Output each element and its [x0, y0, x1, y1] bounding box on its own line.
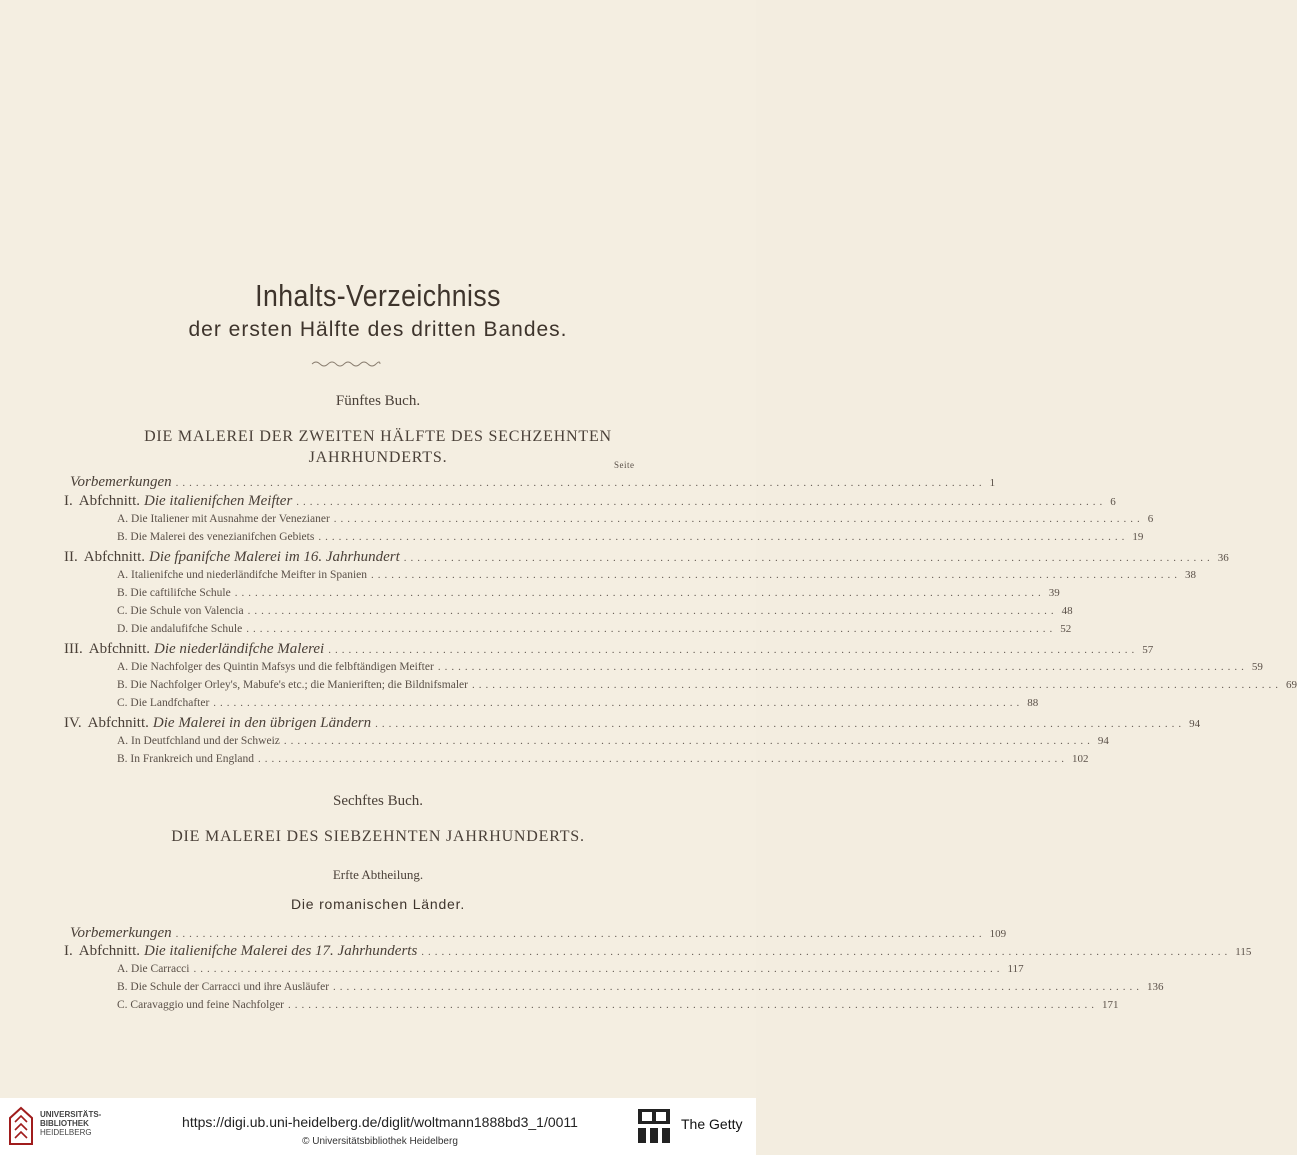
toc-row-page: 36	[1217, 552, 1229, 564]
toc-row	[117, 623, 1072, 641]
toc-row	[117, 661, 1263, 679]
toc-leader-dots: ........................................................................................................................	[421, 946, 1232, 958]
toc-row	[117, 531, 1144, 549]
toc-row	[117, 513, 1154, 531]
toc-row-label: D. Die andalufifche Schule	[117, 623, 243, 635]
toc-row	[117, 569, 1197, 587]
toc-row-label: A. Die Italiener mit Ausnahme der Venezianer	[117, 513, 330, 525]
toc-row	[117, 587, 1060, 605]
book-6-title: DIE MALEREI DES SIEBZEHNTEN JAHRHUNDERTS.	[171, 828, 585, 845]
toc-row	[64, 474, 996, 492]
toc-row-page: 88	[1027, 697, 1039, 709]
toc-row-label: A. In Deutfchland und der Schweiz	[117, 735, 280, 747]
toc-row-page: 94	[1189, 718, 1201, 730]
toc-row-label: A. Italienifche und niederländifche Meifter in Spanien	[117, 569, 368, 581]
toc-leader-dots: ........................................................................................................................	[175, 928, 986, 940]
toc-row-page: 136	[1147, 981, 1164, 993]
toc-row	[64, 943, 1252, 961]
page-title: Inhalts-Verzeichniss	[255, 278, 501, 313]
toc-leader-dots: ........................................................................................................................	[328, 644, 1139, 656]
book-5-title-line-1: DIE MALEREI DER ZWEITEN HÄLFTE DES SECHZEHNTEN	[144, 428, 612, 445]
toc-row	[117, 999, 1119, 1017]
university-library-logo-text: UNIVERSITÄTS- BIBLIOTHEK HEIDELBERG	[40, 1110, 102, 1137]
book-label-5: Fünftes Buch.	[335, 393, 421, 409]
seite-column-label: Seite	[614, 460, 635, 470]
document-url-link[interactable]: https://digi.ub.uni-heidelberg.de/diglit/woltmann1888bd3_1/0011	[182, 1114, 578, 1130]
toc-leader-dots: ........................................................................................................................	[258, 753, 1069, 765]
footer-bar	[0, 1098, 756, 1155]
toc-row-number: I.	[64, 493, 73, 509]
toc-row-page: 19	[1132, 531, 1144, 543]
toc-row-page: 57	[1142, 644, 1154, 656]
toc-leader-dots: ........................................................................................................................	[296, 496, 1107, 508]
toc-leader-dots: ........................................................................................................................	[213, 697, 1024, 709]
toc-row-label: C. Caravaggio und feine Nachfolger	[117, 999, 285, 1011]
division-label: Erfte Abtheilung.	[332, 867, 424, 882]
toc-row-page: 94	[1097, 735, 1109, 747]
toc-row	[64, 549, 1229, 567]
toc-row-page: 171	[1102, 999, 1119, 1011]
book-5-title-line-2: JAHRHUNDERTS.	[308, 449, 448, 466]
toc-leader-dots: ........................................................................................................................	[471, 679, 1282, 691]
toc-row	[117, 679, 1297, 697]
toc-row-label: A. Die Carracci	[117, 963, 190, 975]
toc-row-page: 39	[1048, 587, 1060, 599]
toc-row-page: 48	[1061, 605, 1073, 617]
toc-row	[64, 493, 1116, 511]
toc-leader-dots: ........................................................................................................................	[247, 605, 1058, 617]
toc-row-page: 69	[1285, 679, 1297, 691]
toc-row-label: Abfchnitt. Die italienifche Malerei des 17. Jahrhunderts	[78, 943, 418, 959]
toc-leader-dots: ........................................................................................................................	[175, 477, 986, 489]
toc-row-label: Abfchnitt. Die Malerei in den übrigen Ländern	[87, 715, 372, 731]
toc-leader-dots: ........................................................................................................................	[318, 531, 1129, 543]
toc-row-page: 38	[1185, 569, 1197, 581]
ornament-divider-icon	[310, 358, 382, 368]
toc-row-page: 115	[1235, 946, 1252, 958]
toc-row-number: IV.	[64, 715, 82, 731]
toc-row-page: 6	[1147, 513, 1154, 525]
toc-row-label: B. Die Malerei des venezianifchen Gebiets	[117, 531, 315, 543]
toc-leader-dots: ........................................................................................................................	[283, 735, 1094, 747]
page-subtitle: der ersten Hälfte des dritten Bandes.	[188, 318, 568, 341]
toc-row-label: B. Die Nachfolger Orley's, Mabufe's etc.; die Manieriften; die Bildnifsmaler	[117, 679, 468, 691]
toc-row-label: Abfchnitt. Die niederländifche Malerei	[88, 641, 325, 657]
toc-row-page: 109	[989, 928, 1007, 940]
toc-leader-dots: ........................................................................................................................	[333, 981, 1144, 993]
toc-row-label: A. Die Nachfolger des Quintin Mafsys und die felbftändigen Meifter	[117, 661, 434, 673]
group-title: Die romanischen Länder.	[290, 896, 466, 912]
toc-row-page: 1	[989, 477, 996, 489]
toc-row-label: B. In Frankreich und England	[117, 753, 255, 765]
toc-row-page: 6	[1110, 496, 1116, 508]
toc-leader-dots: ........................................................................................................................	[246, 623, 1057, 635]
getty-logo-icon	[637, 1108, 671, 1144]
university-library-logo-icon	[8, 1106, 34, 1146]
book-label-6: Sechftes Buch.	[333, 793, 423, 809]
toc-row-label: C. Die Schule von Valencia	[117, 605, 244, 617]
toc-row-page: 59	[1251, 661, 1263, 673]
toc-row-label: Vorbemerkungen	[70, 925, 172, 941]
getty-logo-text: The Getty	[681, 1116, 743, 1132]
toc-row-number: III.	[64, 641, 83, 657]
toc-row-label: C. Die Landfchafter	[117, 697, 210, 709]
copyright-notice: © Universitätsbibliothek Heidelberg	[302, 1136, 458, 1147]
toc-row-label: Abfchnitt. Die italienifchen Meifter	[78, 493, 293, 509]
toc-leader-dots: ........................................................................................................................	[288, 999, 1099, 1011]
toc-leader-dots: ........................................................................................................................	[193, 963, 1004, 975]
toc-row-label: B. Die caftilifche Schule	[117, 587, 231, 599]
toc-row	[117, 981, 1164, 999]
toc-row	[64, 641, 1154, 659]
toc-leader-dots: ........................................................................................................................	[437, 661, 1248, 673]
toc-leader-dots: ........................................................................................................................	[371, 569, 1182, 581]
toc-row-page: 52	[1060, 623, 1072, 635]
toc-row-label: B. Die Schule der Carracci und ihre Ausläufer	[117, 981, 330, 993]
toc-row-page: 102	[1072, 753, 1089, 765]
toc-row	[64, 925, 1007, 943]
toc-row-page: 117	[1007, 963, 1024, 975]
toc-row-label: Abfchnitt. Die fpanifche Malerei im 16. Jahrhundert	[83, 549, 400, 565]
toc-row	[117, 697, 1039, 715]
toc-leader-dots: ........................................................................................................................	[234, 587, 1045, 599]
toc-leader-dots: ........................................................................................................................	[375, 718, 1186, 730]
toc-row-number: I.	[64, 943, 73, 959]
toc-row	[117, 605, 1073, 623]
toc-row	[117, 963, 1024, 981]
toc-row-label: Vorbemerkungen	[70, 474, 172, 490]
toc-row	[117, 735, 1109, 753]
toc-leader-dots: ........................................................................................................................	[333, 513, 1144, 525]
toc-leader-dots: ........................................................................................................................	[403, 552, 1214, 564]
toc-row	[64, 715, 1201, 733]
toc-row	[117, 753, 1089, 771]
toc-row-number: II.	[64, 549, 78, 565]
